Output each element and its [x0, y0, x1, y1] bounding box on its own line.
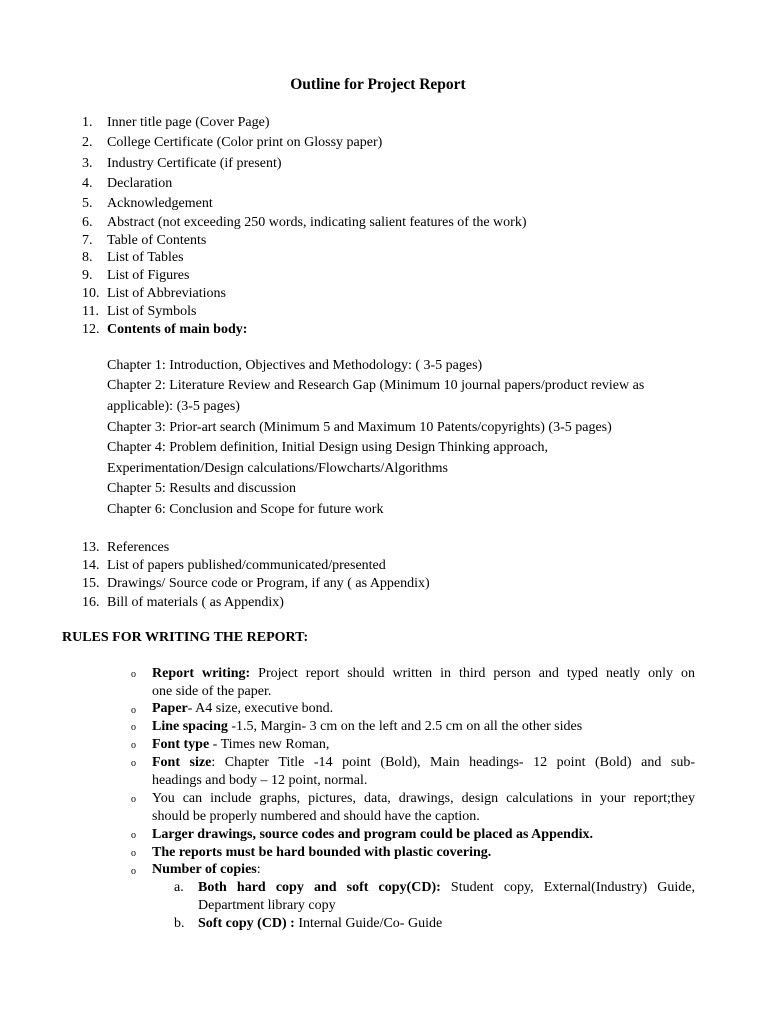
- rule-line: [152, 718, 695, 736]
- item-number: 7.: [82, 233, 93, 248]
- item-text: Acknowledgement: [107, 196, 213, 211]
- bullet-icon: o: [131, 830, 136, 841]
- list-item: [82, 285, 722, 303]
- list-item: [82, 539, 722, 557]
- item-text: List of Tables: [107, 250, 184, 265]
- list-item: [82, 594, 722, 612]
- item-text: Abstract (not exceeding 250 words, indicating salient features of the work): [107, 215, 527, 230]
- sub-item-text: Internal Guide/Co- Guide: [294, 916, 443, 931]
- item-number: 2.: [82, 135, 93, 150]
- list-item: [82, 195, 722, 213]
- list-item: [82, 114, 722, 132]
- rule-line: should be properly numbered and should have the caption.: [152, 809, 480, 824]
- sub-item-line: Department library copy: [198, 898, 336, 913]
- bullet-icon: o: [131, 669, 136, 680]
- item-text: Industry Certificate (if present): [107, 156, 282, 171]
- chapter-line: Chapter 2: Literature Review and Research Gap (Minimum 10 journal papers/product review as: [107, 378, 645, 393]
- rule-label: Paper: [152, 701, 188, 716]
- item-text: Contents of main body:: [107, 322, 248, 337]
- item-text: List of Abbreviations: [107, 286, 226, 301]
- rule-text: - A4 size, executive bond.: [187, 701, 334, 716]
- rule-text: :: [256, 862, 261, 877]
- item-number: 15.: [82, 576, 100, 591]
- rules-heading: RULES FOR WRITING THE REPORT:: [62, 630, 309, 645]
- sub-item-line: [198, 915, 695, 933]
- rule-line: one side of the paper.: [152, 684, 272, 699]
- item-text: List of papers published/communicated/presented: [107, 558, 386, 573]
- item-text: Drawings/ Source code or Program, if any ( as Appendix): [107, 576, 430, 591]
- item-text: Table of Contents: [107, 233, 207, 248]
- list-item: [82, 267, 722, 285]
- rule-line: [152, 754, 695, 772]
- rule-text: : Chapter Title -14 point (Bold), Main headings- 12 point (Bold) and sub-: [211, 755, 696, 770]
- item-number: 11.: [82, 304, 99, 319]
- item-text: Bill of materials ( as Appendix): [107, 595, 284, 610]
- chapter-line: Chapter 5: Results and discussion: [107, 481, 296, 496]
- list-item: [82, 214, 722, 232]
- sub-item-line: [198, 879, 695, 897]
- item-number: 14.: [82, 558, 100, 573]
- item-number: 4.: [82, 176, 93, 191]
- item-text: References: [107, 540, 170, 555]
- item-number: 16.: [82, 595, 100, 610]
- rule-line: headings and body – 12 point, normal.: [152, 773, 368, 788]
- sub-item-number: b.: [174, 916, 185, 931]
- chapter-line: Chapter 6: Conclusion and Scope for future work: [107, 502, 384, 517]
- item-text: Inner title page (Cover Page): [107, 115, 270, 130]
- item-number: 8.: [82, 250, 93, 265]
- item-number: 3.: [82, 156, 93, 171]
- list-item: [82, 249, 722, 267]
- bullet-icon: o: [131, 866, 136, 877]
- bullet-icon: o: [131, 705, 136, 716]
- bullet-icon: o: [131, 740, 136, 751]
- rule-label: Font type: [152, 737, 210, 752]
- item-number: 6.: [82, 215, 93, 230]
- rule-label: The reports must be hard bounded with plastic covering.: [152, 845, 492, 860]
- item-number: 5.: [82, 196, 93, 211]
- sub-item-text: Student copy, External(Industry) Guide,: [440, 880, 696, 895]
- rule-text: - Times new Roman,: [209, 737, 330, 752]
- rule-line: You can include graphs, pictures, data, drawings, design calculations in your report;they: [152, 791, 695, 806]
- rule-line: [152, 826, 695, 844]
- list-item: [82, 575, 722, 593]
- page-title: Outline for Project Report: [290, 76, 466, 93]
- list-item: [82, 155, 722, 173]
- bullet-icon: o: [131, 722, 136, 733]
- list-item: [82, 134, 722, 152]
- item-text: List of Figures: [107, 268, 190, 283]
- rule-label: Larger drawings, source codes and program could be placed as Appendix.: [152, 827, 594, 842]
- rule-text: -1.5, Margin- 3 cm on the left and 2.5 cm on all the other sides: [227, 719, 583, 734]
- item-number: 10.: [82, 286, 100, 301]
- rule-label: Report writing:: [152, 666, 251, 681]
- chapter-line: Chapter 3: Prior-art search (Minimum 5 and Maximum 10 Patents/copyrights) (3-5 pages): [107, 420, 612, 435]
- chapter-line: Experimentation/Design calculations/Flowcharts/Algorithms: [107, 461, 448, 476]
- list-item: [82, 232, 722, 250]
- rule-label: Font size: [152, 755, 212, 770]
- rule-line: [152, 736, 695, 754]
- bullet-icon: o: [131, 794, 136, 805]
- item-text: List of Symbols: [107, 304, 197, 319]
- rule-line: [152, 861, 695, 879]
- item-number: 13.: [82, 540, 100, 555]
- rule-label: Number of copies: [152, 862, 257, 877]
- item-number: 12.: [82, 322, 100, 337]
- rule-line: [152, 665, 695, 683]
- rule-line: [152, 844, 695, 862]
- list-item: [82, 175, 722, 193]
- chapter-line: applicable): (3-5 pages): [107, 399, 240, 414]
- item-number: 9.: [82, 268, 93, 283]
- rule-line: [152, 700, 695, 718]
- item-text: Declaration: [107, 176, 173, 191]
- sub-item-label: Both hard copy and soft copy(CD):: [198, 880, 441, 895]
- chapter-line: Chapter 4: Problem definition, Initial Design using Design Thinking approach,: [107, 440, 549, 455]
- list-item: [82, 321, 722, 339]
- bullet-icon: o: [131, 758, 136, 769]
- bullet-icon: o: [131, 848, 136, 859]
- chapter-line: Chapter 1: Introduction, Objectives and Methodology: ( 3-5 pages): [107, 358, 483, 373]
- sub-item-number: a.: [174, 880, 184, 895]
- item-text: College Certificate (Color print on Glossy paper): [107, 135, 383, 150]
- list-item: [82, 557, 722, 575]
- list-item: [82, 303, 722, 321]
- rule-label: Line spacing: [152, 719, 228, 734]
- sub-item-label: Soft copy (CD) :: [198, 916, 295, 931]
- item-number: 1.: [82, 115, 93, 130]
- rule-text: Project report should written in third person and typed neatly only on: [250, 666, 696, 681]
